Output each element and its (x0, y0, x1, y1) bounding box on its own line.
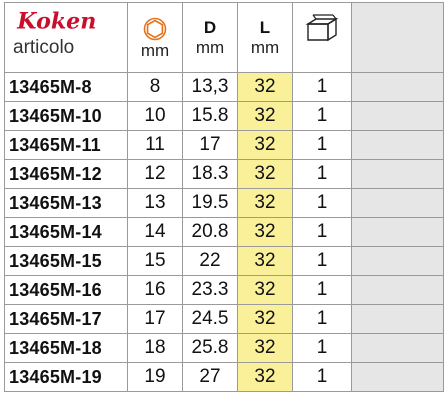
size-cell: 11 (128, 131, 183, 160)
diameter-cell: 13,3 (183, 73, 238, 102)
size-cell: 19 (128, 363, 183, 392)
article-code-cell: 13465M-11 (5, 131, 128, 160)
length-cell: 32 (238, 247, 293, 276)
hexagon-socket-icon (128, 17, 182, 41)
extra-cell (352, 218, 444, 247)
size-cell: 16 (128, 276, 183, 305)
diameter-cell: 15.8 (183, 102, 238, 131)
article-code-cell: 13465M-10 (5, 102, 128, 131)
size-cell: 17 (128, 305, 183, 334)
table-row (5, 276, 444, 305)
diameter-unit: mm (195, 37, 225, 57)
length-cell: 32 (238, 218, 293, 247)
length-cell: 32 (238, 363, 293, 392)
length-unit: mm (250, 37, 280, 57)
article-code-cell: 13465M-15 (5, 247, 128, 276)
extra-cell (352, 73, 444, 102)
article-code-cell: 13465M-8 (5, 73, 128, 102)
length-cell: 32 (238, 276, 293, 305)
diameter-header (183, 3, 238, 73)
table-row (5, 363, 444, 392)
extra-cell (352, 334, 444, 363)
spec-table-body (5, 73, 444, 392)
brand-logo-text: Koken (17, 9, 97, 33)
article-code-cell: 13465M-16 (5, 276, 128, 305)
pack-qty-cell: 1 (293, 247, 352, 276)
extra-cell (352, 276, 444, 305)
table-row (5, 305, 444, 334)
pack-qty-cell: 1 (293, 305, 352, 334)
article-code-cell: 13465M-18 (5, 334, 128, 363)
table-row (5, 102, 444, 131)
table-row (5, 189, 444, 218)
diameter-label: D (203, 17, 217, 37)
length-cell: 32 (238, 160, 293, 189)
extra-cell (352, 160, 444, 189)
diameter-cell: 17 (183, 131, 238, 160)
diameter-cell: 23.3 (183, 276, 238, 305)
diameter-cell: 20.8 (183, 218, 238, 247)
length-header (238, 3, 293, 73)
extra-column-header (352, 3, 444, 73)
size-cell: 15 (128, 247, 183, 276)
size-unit: mm (140, 40, 170, 60)
extra-cell (352, 305, 444, 334)
size-cell: 18 (128, 334, 183, 363)
extra-cell (352, 189, 444, 218)
diameter-cell: 22 (183, 247, 238, 276)
pack-qty-cell: 1 (293, 334, 352, 363)
diameter-cell: 18.3 (183, 160, 238, 189)
extra-cell (352, 363, 444, 392)
length-cell: 32 (238, 334, 293, 363)
size-cell: 14 (128, 218, 183, 247)
article-code-cell: 13465M-14 (5, 218, 128, 247)
extra-cell (352, 131, 444, 160)
table-row (5, 131, 444, 160)
pack-qty-header (293, 3, 352, 73)
spec-table (4, 2, 444, 392)
header-row (5, 3, 444, 73)
size-cell: 12 (128, 160, 183, 189)
article-header (5, 3, 128, 73)
koken-logo (13, 9, 125, 33)
length-cell: 32 (238, 305, 293, 334)
extra-cell (352, 247, 444, 276)
pack-qty-cell: 1 (293, 189, 352, 218)
table-row (5, 160, 444, 189)
pack-qty-cell: 1 (293, 73, 352, 102)
table-row (5, 334, 444, 363)
diameter-cell: 19.5 (183, 189, 238, 218)
extra-cell (352, 102, 444, 131)
article-code-cell: 13465M-12 (5, 160, 128, 189)
pack-qty-cell: 1 (293, 102, 352, 131)
pack-qty-cell: 1 (293, 218, 352, 247)
article-code-cell: 13465M-13 (5, 189, 128, 218)
length-cell: 32 (238, 102, 293, 131)
table-row (5, 247, 444, 276)
pack-qty-cell: 1 (293, 363, 352, 392)
diameter-cell: 25.8 (183, 334, 238, 363)
table-row (5, 73, 444, 102)
pack-qty-cell: 1 (293, 276, 352, 305)
length-label: L (259, 17, 271, 37)
pack-qty-cell: 1 (293, 160, 352, 189)
article-label: articolo (13, 37, 75, 58)
length-cell: 32 (238, 131, 293, 160)
pack-qty-cell: 1 (293, 131, 352, 160)
length-cell: 32 (238, 73, 293, 102)
length-cell: 32 (238, 189, 293, 218)
size-cell: 8 (128, 73, 183, 102)
size-header (128, 3, 183, 73)
size-cell: 13 (128, 189, 183, 218)
table-row (5, 218, 444, 247)
diameter-cell: 27 (183, 363, 238, 392)
article-code-cell: 13465M-17 (5, 305, 128, 334)
diameter-cell: 24.5 (183, 305, 238, 334)
box-icon (293, 14, 351, 44)
article-code-cell: 13465M-19 (5, 363, 128, 392)
size-cell: 10 (128, 102, 183, 131)
